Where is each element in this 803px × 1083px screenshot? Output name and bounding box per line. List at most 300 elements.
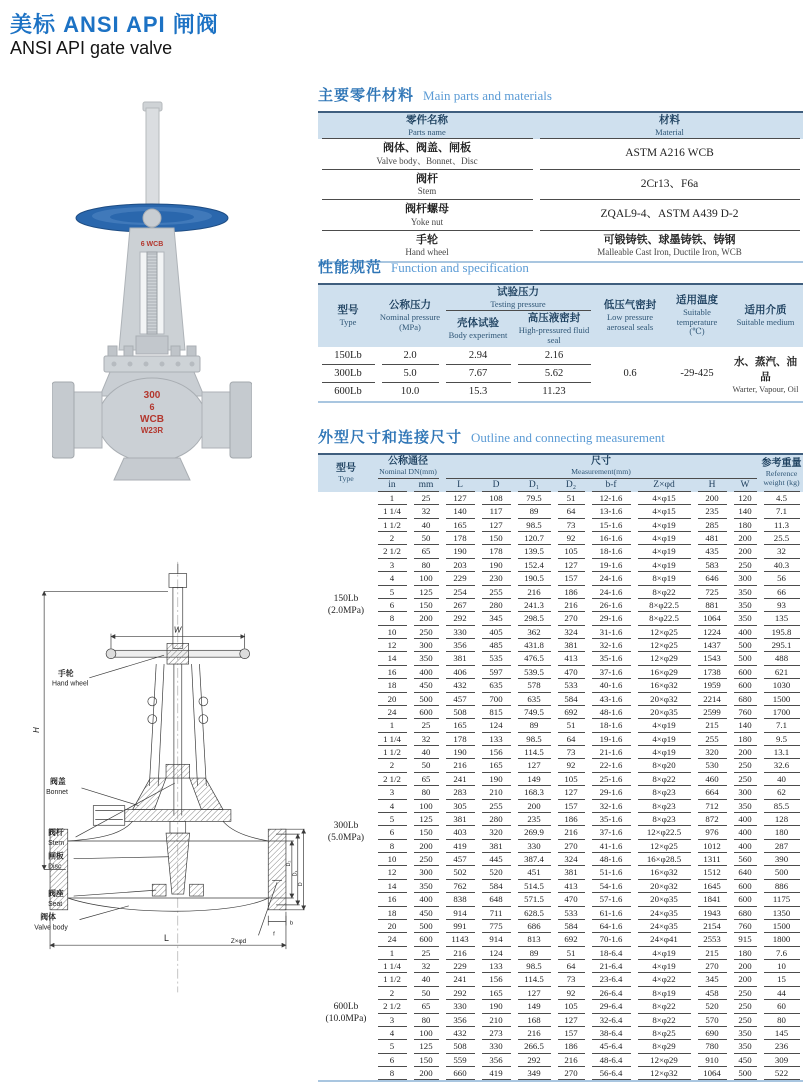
dims-cell: 48-1.6 [588, 706, 634, 719]
dims-cell: 32 [410, 505, 442, 518]
dims-cell: 150 [410, 826, 442, 839]
dims-cell: 80 [410, 1014, 442, 1027]
dims-cell: 8×φ22.5 [634, 599, 694, 612]
dims-cell: 8×φ22 [634, 586, 694, 599]
dims-cell: 18-6.4 [588, 947, 634, 960]
dims-row [318, 826, 803, 839]
dims-cell: 535 [478, 652, 514, 665]
dims-cell: 250 [730, 759, 760, 772]
dims-cell: 1 [374, 719, 410, 732]
dims-cell: 120.7 [514, 532, 554, 545]
dims-cell: 20×φ32 [634, 880, 694, 893]
dims-cell: 127 [442, 492, 478, 505]
dims-cell: 65 [410, 545, 442, 558]
dims-cell: 32.6 [760, 759, 803, 772]
dims-cell: 31-1.6 [588, 626, 634, 639]
dims-row [318, 599, 803, 612]
dims-cell: 156 [478, 973, 514, 986]
dims-cell: 135 [760, 612, 803, 625]
dims-cell: 300 [410, 866, 442, 879]
dims-cell: 1012 [694, 840, 730, 853]
dims-cell: 4 [374, 572, 410, 585]
dims-cell: 533 [554, 679, 588, 692]
dims-cell: 241 [442, 973, 478, 986]
dims-cell: 16 [374, 893, 410, 906]
dims-cell: 533 [554, 907, 588, 920]
bonnet-flange [104, 356, 200, 372]
dims-cell: 32 [760, 545, 803, 558]
dims-cell: 89 [514, 719, 554, 732]
dims-cell: 1 [374, 947, 410, 960]
dims-cell: 56 [760, 572, 803, 585]
dims-cell: 80 [760, 1014, 803, 1027]
dims-cell: 481 [694, 532, 730, 545]
dims-col-in: in [374, 479, 410, 492]
dims-cell: 400 [730, 626, 760, 639]
dims-cell: 450 [410, 679, 442, 692]
dims-cell: 127 [554, 786, 588, 799]
dims-cell: 600 [410, 706, 442, 719]
dims-cell: 1437 [694, 639, 730, 652]
dims-cell: 250 [410, 853, 442, 866]
dims-row [318, 1054, 803, 1067]
dims-cell: 12×φ25 [634, 626, 694, 639]
dims-cell: 12×φ29 [634, 652, 694, 665]
dims-cell: 2154 [694, 920, 730, 933]
dims-cell: 390 [760, 853, 803, 866]
dims-cell: 530 [694, 759, 730, 772]
dims-cell: 270 [554, 612, 588, 625]
dims-row [318, 933, 803, 946]
dimensions-table [318, 453, 803, 1082]
dims-cell: 21-1.6 [588, 746, 634, 759]
dims-cell: 635 [514, 693, 554, 706]
dims-cell: 19-1.6 [588, 559, 634, 572]
dims-cell: 350 [730, 612, 760, 625]
dims-col-D: D [478, 479, 514, 492]
dims-cell: 749.5 [514, 706, 554, 719]
dims-cell: 413 [554, 652, 588, 665]
dims-cell: 140 [730, 719, 760, 732]
dims-cell: 35-1.6 [588, 652, 634, 665]
dims-cell: 8×φ22 [634, 773, 694, 786]
dims-cell: 9.5 [760, 733, 803, 746]
dims-row [318, 492, 803, 505]
spec-row-600lb: 600Lb 10.0 15.3 11.23 [334, 386, 566, 398]
dims-col-mm: mm [410, 479, 442, 492]
spec-col-fluid-seal: 高压液密封 High-pressured fluid seal [514, 311, 594, 347]
dims-cell: 190 [478, 773, 514, 786]
dims-cell: 254 [442, 586, 478, 599]
dims-row [318, 800, 803, 813]
dims-cell: 324 [554, 626, 588, 639]
dims-cell: 4×φ19 [634, 519, 694, 532]
dims-cell: 273 [478, 1027, 514, 1040]
dims-cell: 1 [374, 492, 410, 505]
dims-col-measurement: 尺寸 Measurement(mm) [442, 455, 760, 479]
dims-row [318, 719, 803, 732]
dims-cell: 156 [478, 746, 514, 759]
label-disc-zh: 闸板 [48, 851, 64, 861]
dims-cell: 165 [478, 759, 514, 772]
spec-col-medium: 适用介质 Suitable medium [728, 285, 803, 347]
dims-cell: 12×φ29 [634, 1054, 694, 1067]
dims-cell: 216 [514, 1027, 554, 1040]
dims-cell: 692 [554, 706, 588, 719]
dims-cell: 2 [374, 532, 410, 545]
right-flange [230, 382, 252, 458]
dims-cell: 24-1.6 [588, 572, 634, 585]
dims-cell: 560 [730, 853, 760, 866]
dims-row [318, 759, 803, 772]
dims-type-group-label: 300Lb (5.0MPa) [327, 821, 365, 844]
dims-cell: 125 [410, 1040, 442, 1053]
dims-cell: 680 [730, 693, 760, 706]
dims-cell: 12 [374, 866, 410, 879]
dims-title-en: Outline and connecting measurement [471, 430, 665, 445]
dims-cell: 165 [442, 519, 478, 532]
dims-cell: 1 1/2 [374, 973, 410, 986]
spec-temperature-value: -29-425 [680, 368, 714, 380]
dims-cell: 356 [442, 1014, 478, 1027]
dims-cell: 2 1/2 [374, 1000, 410, 1013]
dims-cell: 330 [514, 840, 554, 853]
dims-cell: 44 [760, 987, 803, 1000]
dims-cell: 145 [760, 1027, 803, 1040]
dims-cell: 266.5 [514, 1040, 554, 1053]
dims-cell: 22-1.6 [588, 759, 634, 772]
dims-cell: 460 [694, 773, 730, 786]
dims-cell: 4×φ19 [634, 719, 694, 732]
dims-cell: 12×φ25 [634, 639, 694, 652]
dims-cell: 21-6.4 [588, 960, 634, 973]
dims-cell: 500 [410, 920, 442, 933]
dims-row [318, 920, 803, 933]
dims-cell: 7.1 [760, 719, 803, 732]
dims-cell: 210 [478, 1014, 514, 1027]
dims-cell: 470 [554, 893, 588, 906]
dims-cell: 13-1.6 [588, 505, 634, 518]
dims-cell: 356 [478, 1054, 514, 1067]
label-seat-en: Seat [48, 900, 63, 908]
dims-cell: 1943 [694, 907, 730, 920]
dims-cell: 127 [514, 759, 554, 772]
dims-cell: 485 [478, 639, 514, 652]
dims-cell: 345 [478, 612, 514, 625]
dims-cell: 621 [760, 666, 803, 679]
dims-cell: 8×φ29 [634, 1040, 694, 1053]
dims-cell: 508 [442, 1040, 478, 1053]
dims-cell: 635 [478, 679, 514, 692]
dims-cell: 165 [442, 719, 478, 732]
dims-cell: 80 [410, 559, 442, 572]
dims-cell: 403 [442, 826, 478, 839]
dims-row [318, 907, 803, 920]
dims-cell: 287 [760, 840, 803, 853]
dims-cell: 51 [554, 719, 588, 732]
dims-cell: 216 [554, 1054, 588, 1067]
dims-cell: 100 [410, 1027, 442, 1040]
dims-cell: 356 [442, 639, 478, 652]
dims-row [318, 840, 803, 853]
dims-row [318, 773, 803, 786]
dims-cell: 1738 [694, 666, 730, 679]
dims-cell: 40 [410, 746, 442, 759]
dims-cell: 29-6.4 [588, 1000, 634, 1013]
dims-cell: 7.6 [760, 947, 803, 960]
dims-cell: 8×φ23 [634, 813, 694, 826]
dims-row [318, 679, 803, 692]
dims-cell: 760 [730, 920, 760, 933]
dims-cell: 73 [554, 973, 588, 986]
dims-col-H: H [694, 479, 730, 492]
dims-cell: 180 [730, 519, 760, 532]
dims-cell: 235 [514, 813, 554, 826]
dims-cell: 400 [730, 840, 760, 853]
dims-cell: 216 [442, 947, 478, 960]
dims-row [318, 866, 803, 879]
dims-cell: 692 [554, 933, 588, 946]
dims-cell: 150 [478, 532, 514, 545]
dims-cell: 330 [442, 626, 478, 639]
dims-cell: 285 [694, 519, 730, 532]
dims-cell: 1064 [694, 612, 730, 625]
dims-row [318, 893, 803, 906]
body-marking-w23r: W23R [140, 426, 164, 435]
dims-cell: 300 [730, 786, 760, 799]
dims-cell: 1841 [694, 893, 730, 906]
dims-cell: 451 [514, 866, 554, 879]
dims-cell: 2599 [694, 706, 730, 719]
dim-H-label: H [32, 727, 42, 733]
dims-cell: 1224 [694, 626, 730, 639]
dims-type-group-label: 150Lb (2.0MPa) [327, 593, 365, 616]
dims-cell: 190 [478, 559, 514, 572]
dims-cell: 215 [694, 947, 730, 960]
dims-cell: 200 [730, 960, 760, 973]
dims-cell: 255 [478, 586, 514, 599]
spec-row-300lb: 300Lb 5.0 7.67 5.62 [318, 365, 803, 383]
spec-low-pressure-value: 0.6 [623, 368, 637, 380]
dims-cell: 23-6.4 [588, 973, 634, 986]
dims-cell: 12×φ25 [634, 840, 694, 853]
dims-cell: 178 [478, 545, 514, 558]
dims-cell: 350 [730, 1027, 760, 1040]
dims-cell: 200 [730, 532, 760, 545]
dims-cell: 8×φ19 [634, 987, 694, 1000]
dims-row [318, 586, 803, 599]
dims-cell: 646 [694, 572, 730, 585]
materials-title-en: Main parts and materials [423, 88, 552, 103]
dims-cell: 178 [442, 733, 478, 746]
dims-group-150lb [318, 492, 803, 719]
dims-cell: 98.5 [514, 519, 554, 532]
dims-cell: 157 [554, 1027, 588, 1040]
specification-table [318, 283, 803, 403]
dims-cell: 89 [514, 505, 554, 518]
dims-cell: 12 [374, 639, 410, 652]
dims-cell: 18-1.6 [588, 545, 634, 558]
dims-cell: 660 [442, 1067, 478, 1080]
dims-cell: 57-1.6 [588, 893, 634, 906]
dims-cell: 241.3 [514, 599, 554, 612]
dims-cell: 522 [760, 1067, 803, 1080]
dims-cell: 1959 [694, 679, 730, 692]
materials-table [318, 111, 803, 263]
dims-col-D1: D₁ [514, 479, 554, 492]
dims-cell: 35-1.6 [588, 813, 634, 826]
body-marking-300: 300 [143, 390, 161, 401]
dims-cell: 200 [514, 800, 554, 813]
dims-cell: 41-1.6 [588, 840, 634, 853]
dims-cell: 18-1.6 [588, 719, 634, 732]
dims-row [318, 519, 803, 532]
dims-cell: 886 [760, 880, 803, 893]
dims-row [318, 652, 803, 665]
dims-cell: 100 [410, 572, 442, 585]
dims-cell: 1 1/2 [374, 519, 410, 532]
dims-cell: 105 [554, 545, 588, 558]
dims-cell: 152.4 [514, 559, 554, 572]
dims-cell: 583 [694, 559, 730, 572]
dims-cell: 298.5 [514, 612, 554, 625]
dims-cell: 976 [694, 826, 730, 839]
dims-cell: 5 [374, 813, 410, 826]
dims-cell: 914 [442, 907, 478, 920]
dims-title-zh: 外型尺寸和连接尺寸 [318, 430, 463, 446]
dims-cell: 40.3 [760, 559, 803, 572]
dims-row [318, 626, 803, 639]
dims-cell: 915 [730, 933, 760, 946]
dims-cell: 40 [410, 519, 442, 532]
dims-cell: 571.5 [514, 893, 554, 906]
dims-cell: 300 [730, 572, 760, 585]
dims-cell: 1 1/4 [374, 733, 410, 746]
dims-cell: 64 [554, 733, 588, 746]
dims-cell: 815 [478, 706, 514, 719]
dims-cell: 280 [478, 813, 514, 826]
dims-cell: 186 [554, 813, 588, 826]
label-valve-body-en: Valve body [34, 924, 68, 932]
dims-cell: 128 [760, 813, 803, 826]
dims-cell: 140 [730, 505, 760, 518]
dims-cell: 186 [554, 1040, 588, 1053]
dims-cell: 1800 [760, 933, 803, 946]
dims-cell: 2553 [694, 933, 730, 946]
dims-cell: 229 [442, 960, 478, 973]
dims-cell: 457 [442, 853, 478, 866]
dims-section-title [318, 426, 803, 447]
dims-cell: 215 [694, 719, 730, 732]
dims-cell: 250 [730, 1000, 760, 1013]
dims-cell: 61-1.6 [588, 907, 634, 920]
dims-cell: 79.5 [514, 492, 554, 505]
dims-cell: 991 [442, 920, 478, 933]
dims-cell: 19-1.6 [588, 733, 634, 746]
dims-cell: 186 [554, 586, 588, 599]
dims-cell: 37-1.6 [588, 826, 634, 839]
dims-cell: 4×φ19 [634, 960, 694, 973]
dim-Zxphid-label: Z×φd [230, 938, 247, 946]
dims-cell: 117 [478, 505, 514, 518]
dims-cell: 350 [730, 599, 760, 612]
dims-cell: 13.1 [760, 746, 803, 759]
dims-cell: 12×φ32 [634, 1067, 694, 1080]
dims-cell: 1 1/4 [374, 505, 410, 518]
dims-cell: 14 [374, 652, 410, 665]
dim-b-label: b [289, 920, 294, 927]
dims-cell: 381 [442, 652, 478, 665]
spec-section-title [318, 256, 803, 277]
dims-cell: 584 [554, 920, 588, 933]
dims-cell: 12-1.6 [588, 492, 634, 505]
dims-cell: 139.5 [514, 545, 554, 558]
dims-cell: 10 [374, 626, 410, 639]
dims-cell: 255 [478, 800, 514, 813]
materials-col-parts: 零件名称 Parts name [318, 113, 536, 139]
dims-cell: 20 [374, 693, 410, 706]
dims-cell: 26-1.6 [588, 599, 634, 612]
dims-row [318, 612, 803, 625]
dims-cell: 270 [554, 840, 588, 853]
dims-cell: 125 [410, 813, 442, 826]
dims-cell: 381 [478, 840, 514, 853]
dims-cell: 8×φ25 [634, 1027, 694, 1040]
dims-cell: 400 [410, 893, 442, 906]
dims-cell: 200 [730, 973, 760, 986]
label-stem-en: Stem [48, 839, 65, 847]
dims-group-300lb [318, 719, 803, 946]
materials-row: 手轮 Hand wheel 可锻铸铁、球墨铸铁、铸钢 Malleable Cast Iron, Ductile Iron, WCB [405, 233, 742, 258]
dims-cell: 216 [554, 826, 588, 839]
dims-cell: 400 [410, 666, 442, 679]
page-title-en: ANSI API gate valve [10, 38, 173, 58]
dims-cell: 241 [442, 773, 478, 786]
dims-cell: 14 [374, 880, 410, 893]
dims-cell: 190 [442, 545, 478, 558]
dims-cell: 165 [478, 987, 514, 1000]
dims-cell: 760 [730, 706, 760, 719]
dims-cell: 597 [478, 666, 514, 679]
dims-cell: 89 [514, 947, 554, 960]
dims-cell: 133 [478, 960, 514, 973]
dim-L-label: L [164, 933, 169, 944]
dims-cell: 127 [478, 519, 514, 532]
dims-cell: 5 [374, 586, 410, 599]
dims-cell: 600 [730, 666, 760, 679]
dims-cell: 4 [374, 800, 410, 813]
dims-cell: 1350 [760, 907, 803, 920]
dims-cell: 26-6.4 [588, 987, 634, 1000]
dims-cell: 8×φ20 [634, 759, 694, 772]
dims-cell: 500 [410, 693, 442, 706]
dims-cell: 235 [694, 505, 730, 518]
dims-cell: 124 [478, 947, 514, 960]
label-bonnet-zh: 阀盖 [50, 776, 66, 786]
dims-cell: 500 [730, 652, 760, 665]
dims-cell: 1 1/4 [374, 960, 410, 973]
dims-cell: 292 [514, 1054, 554, 1067]
dims-cell: 406 [442, 666, 478, 679]
dims-cell: 25 [410, 492, 442, 505]
dims-cell: 445 [478, 853, 514, 866]
dims-cell: 362 [514, 626, 554, 639]
dims-cell: 133 [478, 733, 514, 746]
dims-cell: 4×φ19 [634, 746, 694, 759]
spec-col-low-pressure: 低压气密封 Low pressure aeroseal seals [594, 285, 666, 347]
dims-cell: 80 [410, 786, 442, 799]
dims-cell: 3 [374, 786, 410, 799]
